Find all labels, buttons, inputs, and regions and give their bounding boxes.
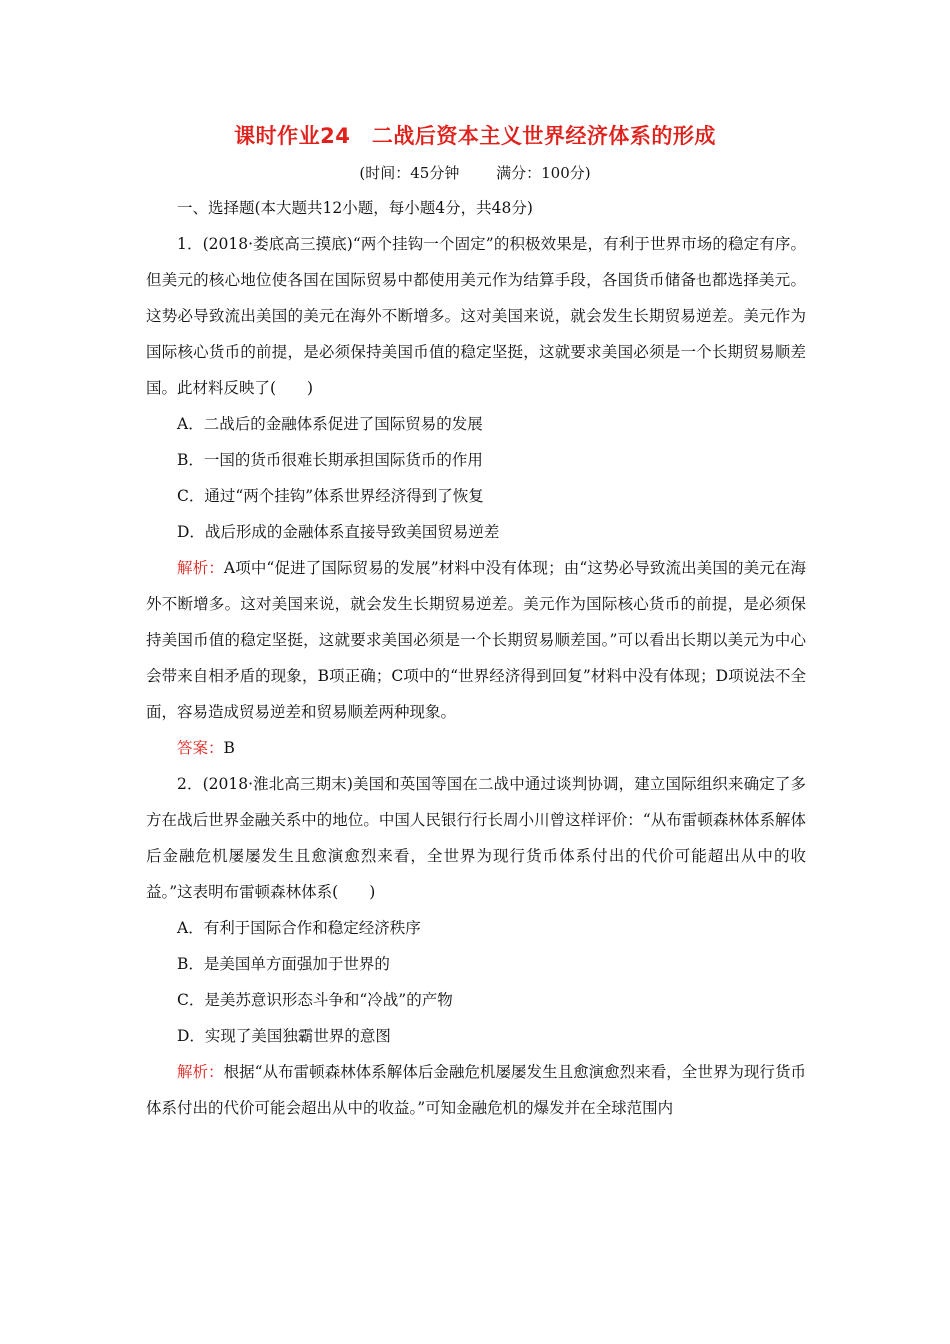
question-2-option-c: C．是美苏意识形态斗争和“冷战”的产物 [177,991,453,1009]
question-1-option-c: C．通过“两个挂钩”体系世界经济得到了恢复 [177,487,484,505]
question-1-answer [146,730,806,766]
question-1-option-b: B．一国的货币很难长期承担国际货币的作用 [177,451,483,469]
answer-value: B [223,739,235,757]
analysis-text: 根据“从布雷顿森林体系解体后金融危机屡屡发生且愈演愈烈来看，全世界为现行货币体系付出的代价可能会超出从中的收益。”可知金融危机的爆发并在全球范围内 [146,1063,806,1117]
question-1-analysis [146,550,806,730]
analysis-label: 解析： [177,559,224,577]
question-1-option-d: D．战后形成的金融体系直接导致美国贸易逆差 [177,523,500,541]
analysis-label: 解析： [177,1063,224,1081]
document-body [146,190,806,1126]
question-1-option-a: A．二战后的金融体系促进了国际贸易的发展 [177,415,483,433]
time-limit: (时间：45分钟 [359,164,460,182]
question-1-stem: 1．(2018·娄底高三摸底)“两个挂钩一个固定”的积极效果是，有利于世界市场的稳定有序。但美元的核心地位使各国在国际贸易中都使用美元作为结算手段，各国货币储备也都选择美元。这势必导致流出美国的美元在海外不断增多。这对美国来说，就会发生长期贸易逆差。美元作为国际核心货币的前提，是必须保持美国币值的稳定坚挺，这就要求美国必须是一个长期贸易顺差国。此材料反映了( ) [146,235,806,397]
section-heading: 一、选择题(本大题共12小题，每小题4分，共48分) [177,199,533,217]
question-2-stem: 2．(2018·淮北高三期末)美国和英国等国在二战中通过谈判协调，建立国际组织来确定了多方在战后世界金融关系中的地位。中国人民银行行长周小川曾这样评价：“从布雷顿森林体系解体后金融危机屡屡发生且愈演愈烈来看，全世界为现行货币体系付出的代价可能超出从中的收益。”这表明布雷顿森林体系( ) [146,775,806,901]
full-score: 满分：100分) [496,164,591,182]
question-2-option-b: B．是美国单方面强加于世界的 [177,955,390,973]
exam-meta [0,162,950,183]
analysis-text: A项中“促进了国际贸易的发展”材料中没有体现；由“这势必导致流出美国的美元在海外不断增多。这对美国来说，就会发生长期贸易逆差。美元作为国际核心货币的前提，是必须保持美国币值的稳定坚挺，这就要求美国必须是一个长期贸易顺差国。”可以看出长期以美元为中心会带来自相矛盾的现象，B项正确；C项中的“世界经济得到回复”材料中没有体现；D项说法不全面，容易造成贸易逆差和贸易顺差两种现象。 [146,559,806,721]
question-2-option-d: D．实现了美国独霸世界的意图 [177,1027,391,1045]
question-2-analysis [146,1054,806,1126]
question-2-option-a: A．有利于国际合作和稳定经济秩序 [177,919,421,937]
answer-label: 答案： [177,739,224,757]
page-title: 课时作业24 二战后资本主义世界经济体系的形成 [234,124,716,148]
